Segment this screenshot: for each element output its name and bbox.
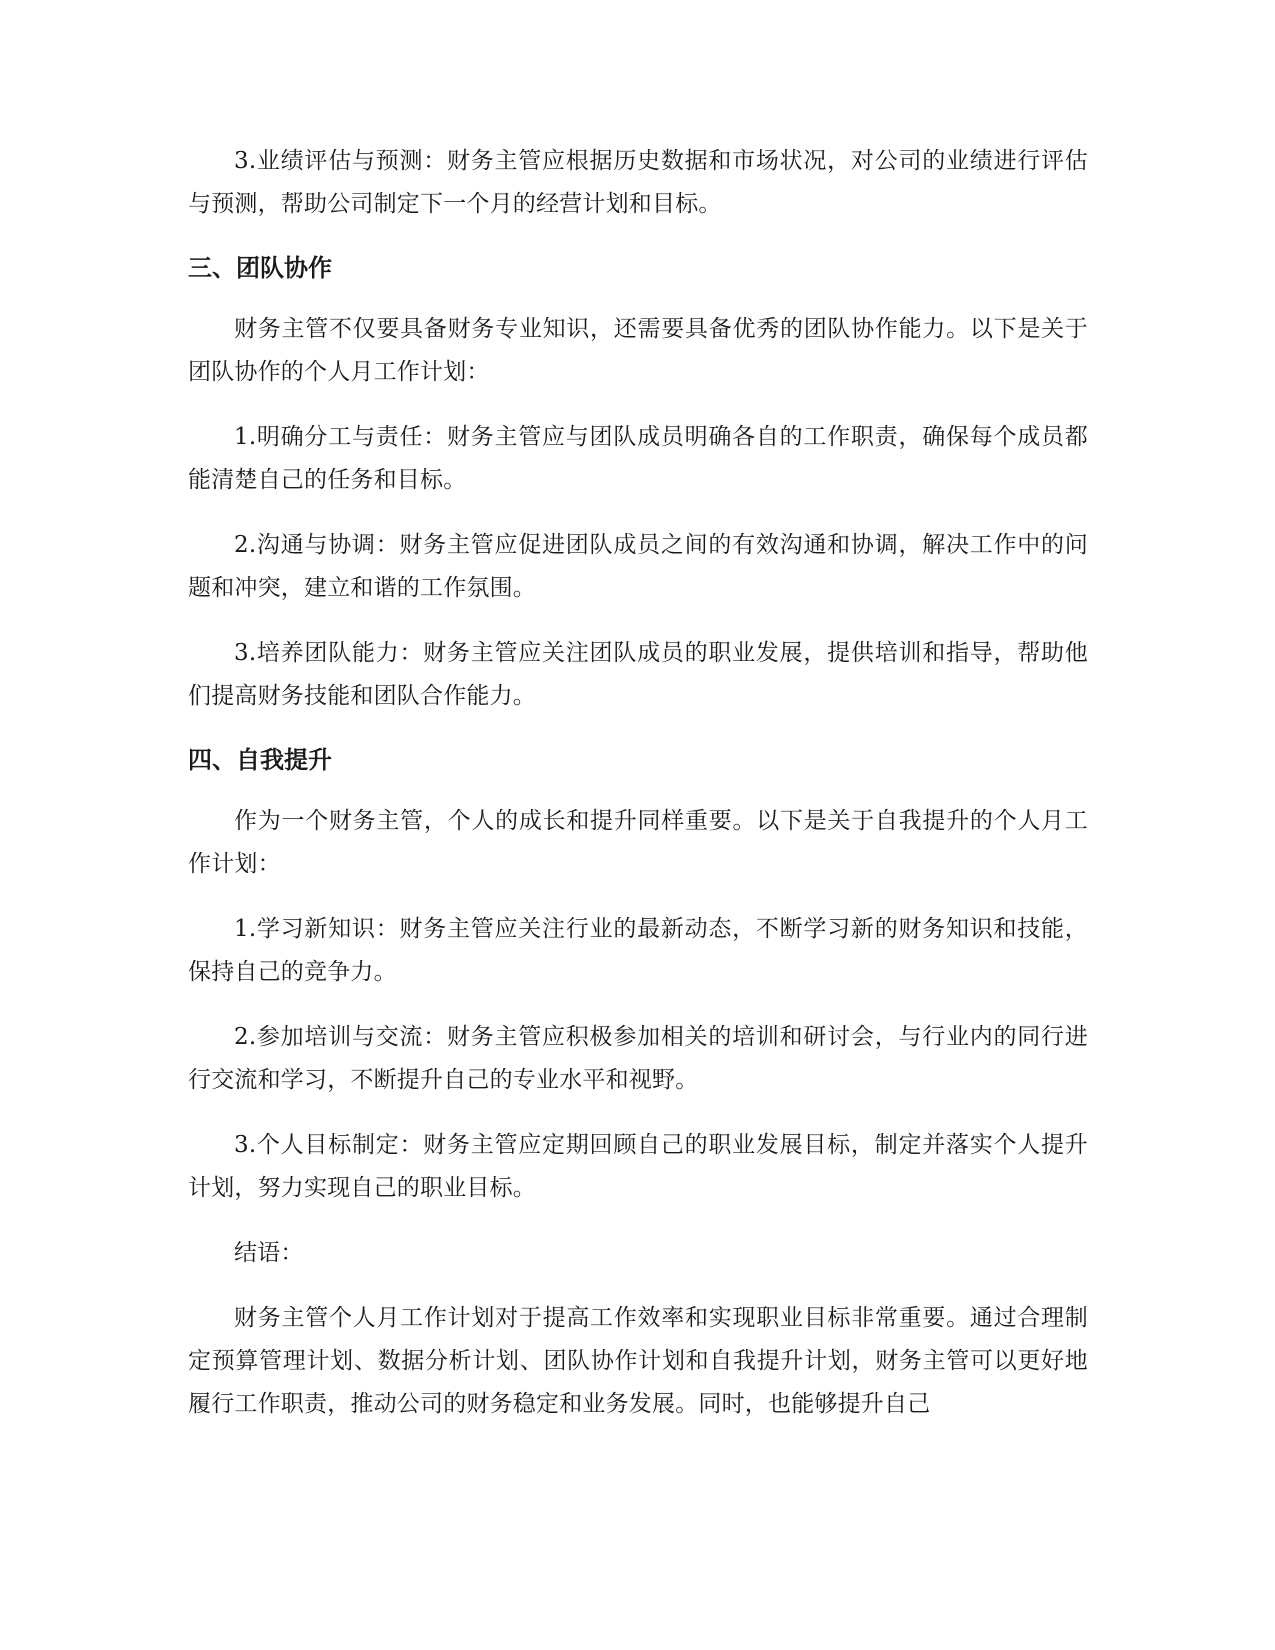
- paragraph-training-exchange: 2.参加培训与交流：财务主管应积极参加相关的培训和研讨会，与行业内的同行进行交流和学习，不断提升自己的专业水平和视野。: [188, 1024, 1088, 1093]
- document-page: [188, 140, 1088, 1448]
- heading-team-collaboration: 三、团队协作: [188, 254, 332, 282]
- heading-self-improvement: 四、自我提升: [188, 746, 332, 774]
- paragraph-learn-new-knowledge: 1.学习新知识：财务主管应关注行业的最新动态，不断学习新的财务知识和技能，保持自己的竞争力。: [188, 916, 1088, 985]
- paragraph-self-improvement-intro: 作为一个财务主管，个人的成长和提升同样重要。以下是关于自我提升的个人月工作计划：: [188, 808, 1088, 877]
- paragraph-division-of-labor: 1.明确分工与责任：财务主管应与团队成员明确各自的工作职责，确保每个成员都能清楚自己的任务和目标。: [188, 424, 1088, 493]
- paragraph-conclusion: 财务主管个人月工作计划对于提高工作效率和实现职业目标非常重要。通过合理制定预算管理计划、数据分析计划、团队协作计划和自我提升计划，财务主管可以更好地履行工作职责，推动公司的财务稳定和业务发展。同时，也能够提升自己: [188, 1305, 1088, 1417]
- paragraph-personal-goals: 3.个人目标制定：财务主管应定期回顾自己的职业发展目标，制定并落实个人提升计划，努力实现自己的职业目标。: [188, 1132, 1088, 1201]
- paragraph-performance-evaluation: 3.业绩评估与预测：财务主管应根据历史数据和市场状况，对公司的业绩进行评估与预测，帮助公司制定下一个月的经营计划和目标。: [188, 148, 1088, 217]
- paragraph-team-intro: 财务主管不仅要具备财务专业知识，还需要具备优秀的团队协作能力。以下是关于团队协作的个人月工作计划：: [188, 316, 1088, 385]
- paragraph-conclusion-label: 结语：: [234, 1240, 304, 1266]
- paragraph-communication: 2.沟通与协调：财务主管应促进团队成员之间的有效沟通和协调，解决工作中的问题和冲突，建立和谐的工作氛围。: [188, 532, 1088, 601]
- paragraph-team-capability: 3.培养团队能力：财务主管应关注团队成员的职业发展，提供培训和指导，帮助他们提高财务技能和团队合作能力。: [188, 640, 1088, 709]
